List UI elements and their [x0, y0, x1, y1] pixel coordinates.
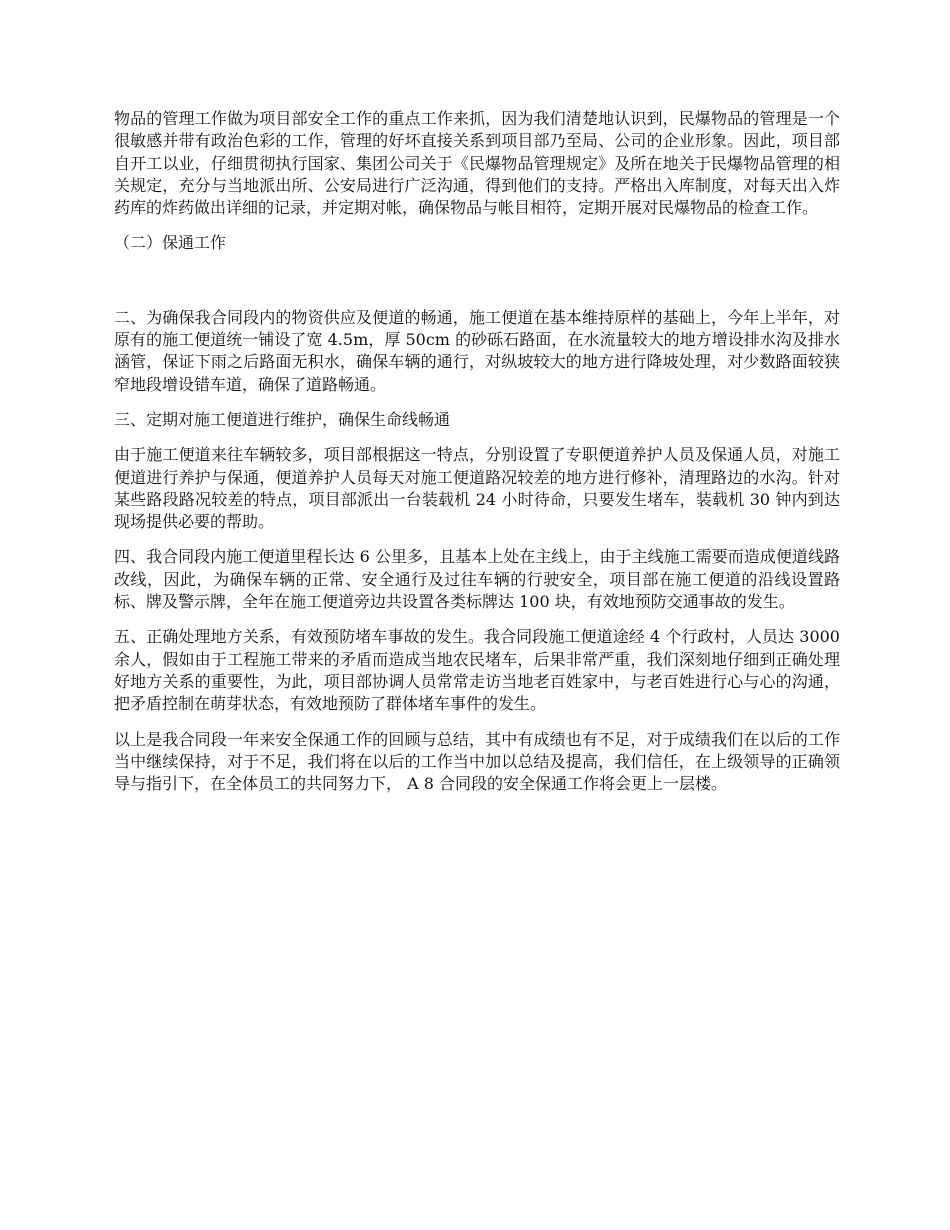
paragraph-item-three-heading: 三、定期对施工便道进行维护，确保生命线畅通	[114, 409, 451, 429]
paragraph-item-five: 五、正确处理地方关系，有效预防堵车事故的发生。我合同段施工便道途经 4 个行政村，人员达 3000 余人，假如由于工程施工带来的矛盾而造成当地农民堵车，后果非常严重，我们深刻地仔细到正确处理好地方关系的重要性，为此，项目部协调人员常常走访当地老百姓家中，与老百姓进行心与心的沟通，把矛盾控制在萌芽状态，有效地预防了群体堵车事件的发生。	[114, 627, 840, 714]
paragraph-road-maintenance: 由于施工便道来往车辆较多，项目部根据这一特点，分别设置了专职便道养护人员及保通人员，对施工便道进行养护与保通，便道养护人员每天对施工便道路况较差的地方进行修补，清理路边的水沟。针对某些路段路况较差的特点，项目部派出一台装载机 24 小时待命，只要发生堵车，装载机 30 钟内到达现场提供必要的帮助。	[114, 445, 840, 532]
paragraph-item-two: 二、为确保我合同段内的物资供应及便道的畅通，施工便道在基本维持原样的基础上，今年上半年，对原有的施工便道统一铺设了宽 4.5m，厚 50cm 的砂砾石路面，在水流量较大的地方增设排水沟及排水涵管，保证下雨之后路面无积水，确保车辆的通行，对纵坡较大的地方进行降坡处理，对少数路面较狭窄地段增设错车道，确保了道路畅通。	[114, 307, 840, 394]
section-heading-road-access: （二）保通工作	[114, 233, 227, 253]
paragraph-item-four: 四、我合同段内施工便道里程长达 6 公里多，且基本上处在主线上，由于主线施工需要而造成便道线路改线，因此，为确保车辆的正常、安全通行及过往车辆的行驶安全，项目部在施工便道的沿线设置路标、牌及警示牌，全年在施工便道旁边共设置各类标牌达 100 块，有效地预防交通事故的发生。	[114, 547, 840, 612]
paragraph-summary: 以上是我合同段一年来安全保通工作的回顾与总结，其中有成绩也有不足，对于成绩我们在以后的工作当中继续保持，对于不足，我们将在以后的工作当中加以总结及提高，我们信任，在上级领导的正确领导与指引下，在全体员工的共同努力下， A 8 合同段的安全保通工作将会更上一层楼。	[114, 729, 840, 794]
blank-spacer	[114, 255, 840, 307]
document-page	[114, 108, 840, 808]
paragraph-explosives-management: 物品的管理工作做为项目部安全工作的重点工作来抓，因为我们清楚地认识到，民爆物品的管理是一个很敏感并带有政治色彩的工作，管理的好坏直接关系到项目部乃至局、公司的企业形象。因此，项目部自开工以业，仔细贯彻执行国家、集团公司关于《民爆物品管理规定》及所在地关于民爆物品管理的相关规定，充分与当地派出所、公安局进行广泛沟通，得到他们的支持。严格出入库制度，对每天出入炸药库的炸药做出详细的记录，并定期对帐，确保物品与帐目相符，定期开展对民爆物品的检查工作。	[114, 109, 840, 218]
